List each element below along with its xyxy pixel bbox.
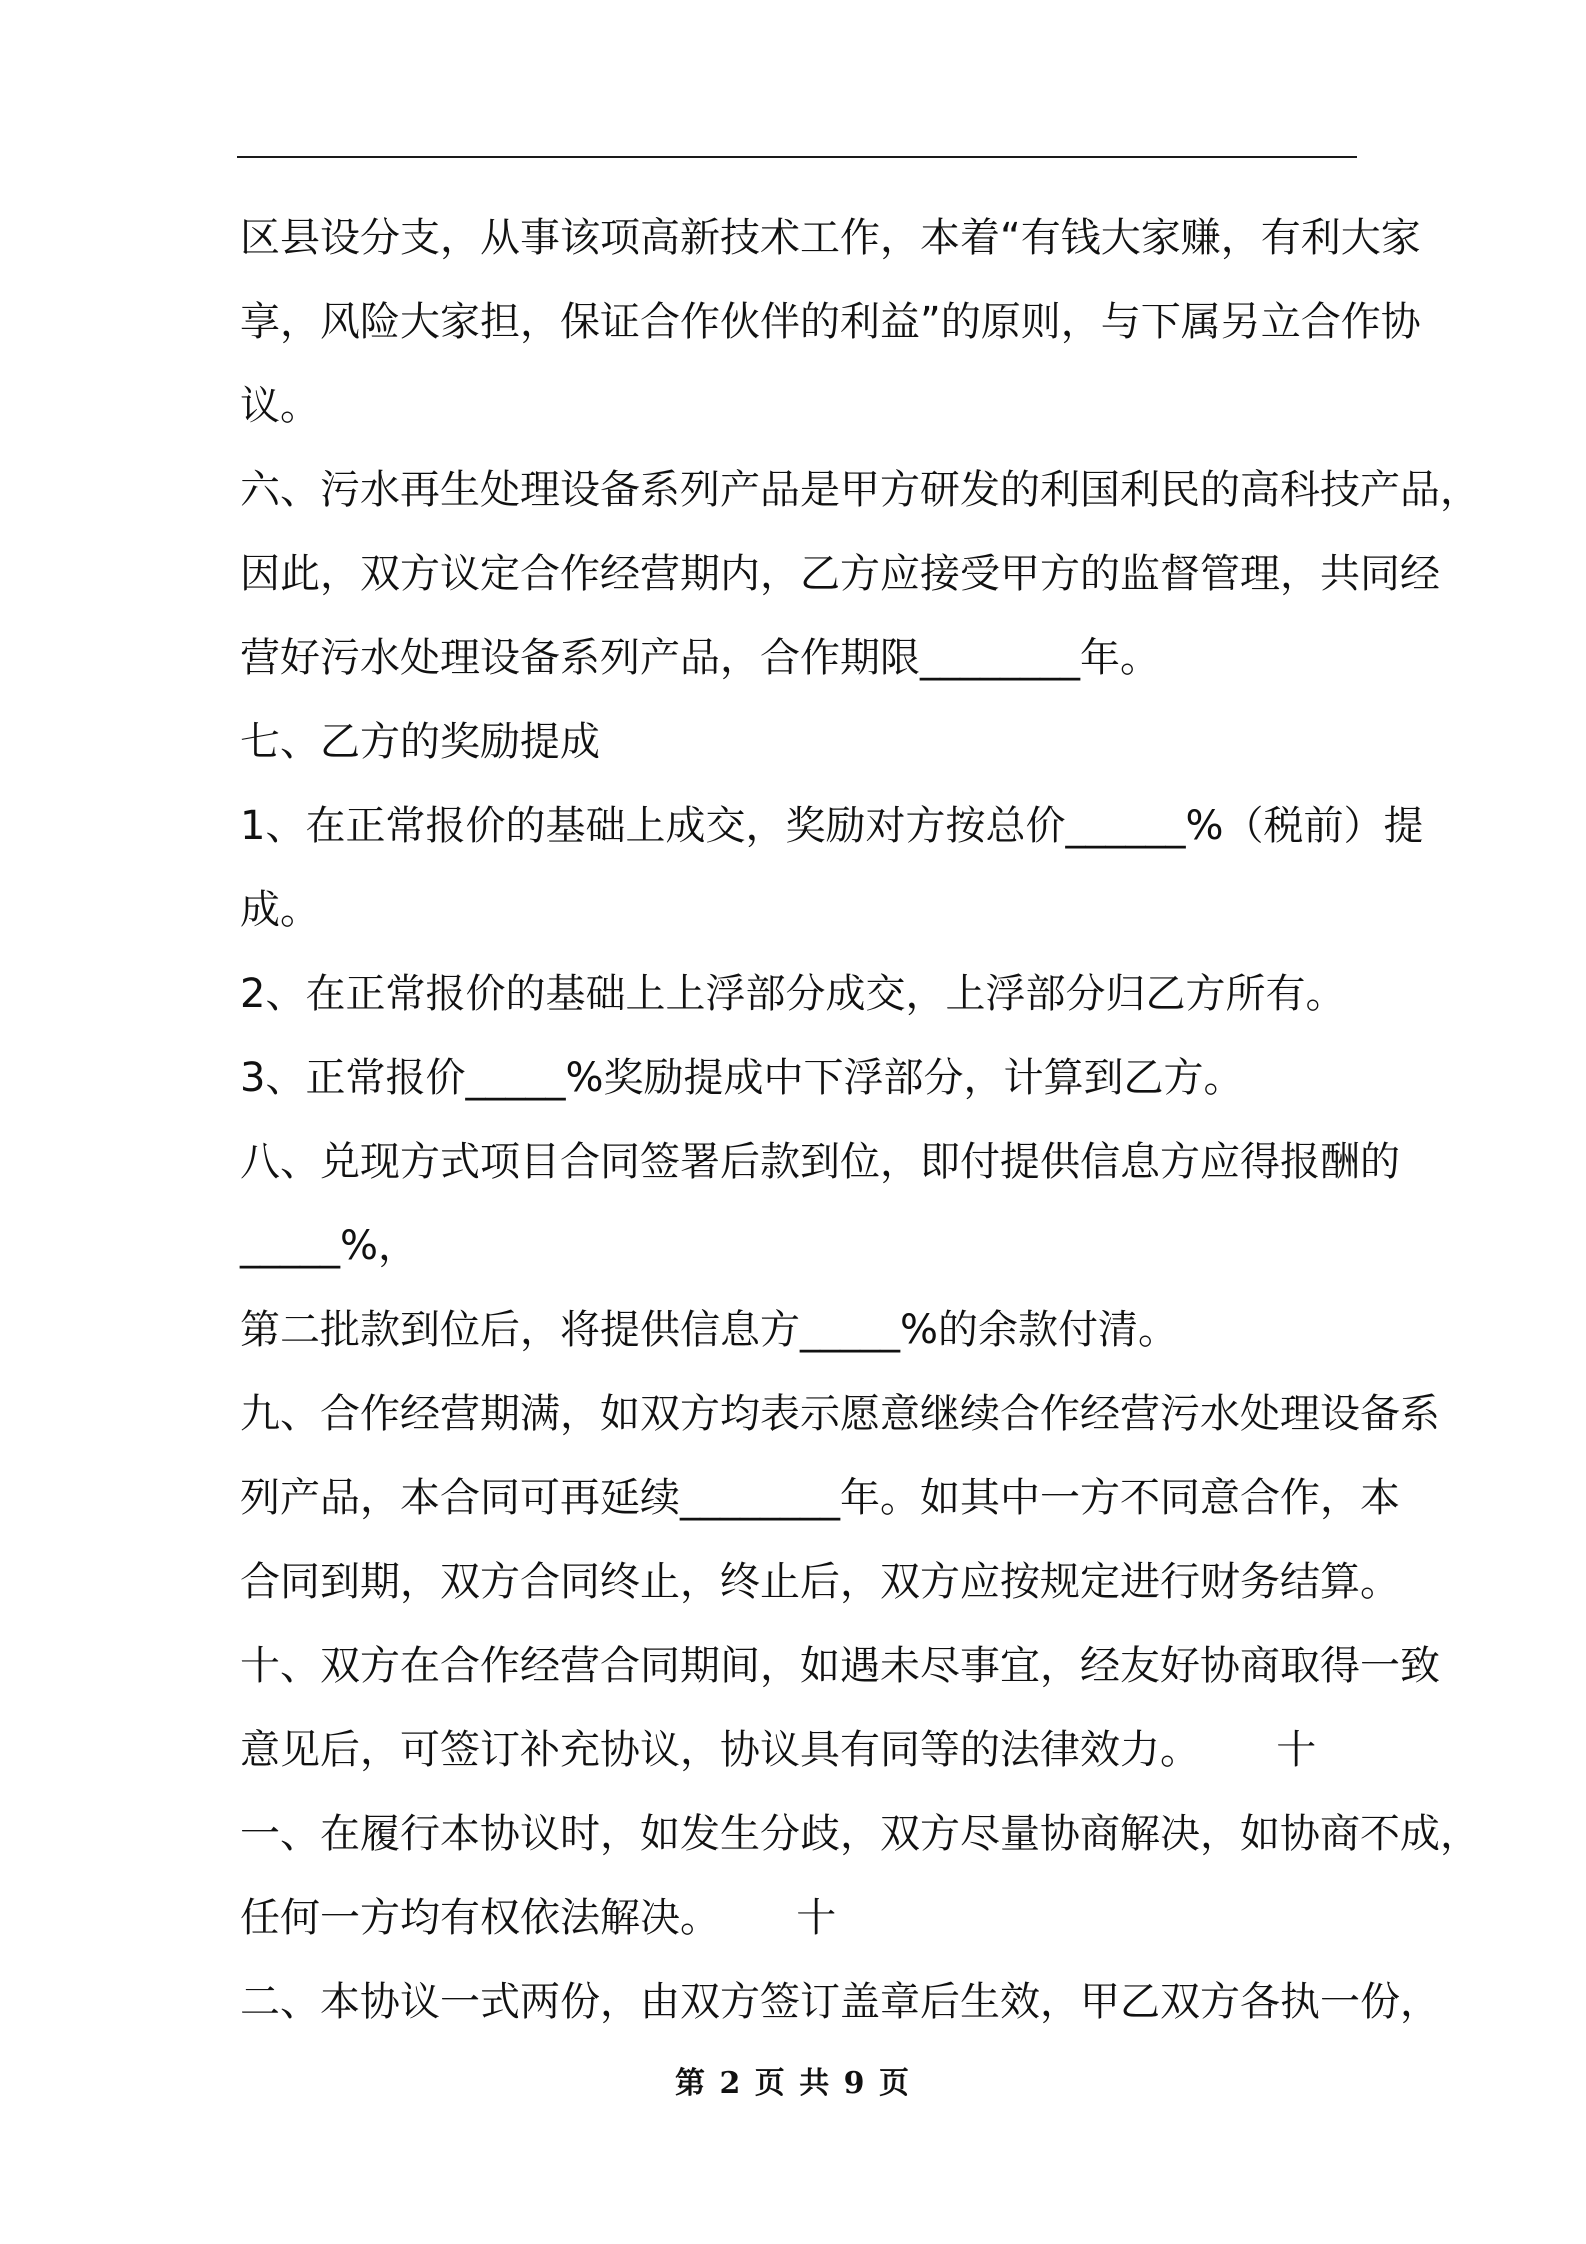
text-line: _____%， xyxy=(240,1223,419,1269)
text-line: 成。 xyxy=(240,887,320,933)
text-line: 列产品，本合同可再延续________年。如其中一方不同意合作，本 xyxy=(240,1475,1400,1521)
text-line: 区县设分支，从事该项高新技术工作，本着“有钱大家赚，有利大家 xyxy=(240,215,1421,261)
text-line: 因此，双方议定合作经营期内，乙方应接受甲方的监督管理，共同经 xyxy=(240,551,1440,597)
text-line: 十、双方在合作经营合同期间，如遇未尽事宜，经友好协商取得一致 xyxy=(240,1643,1440,1689)
text-line: 二、本协议一式两份，由双方签订盖章后生效，甲乙双方各执一份， xyxy=(240,1979,1440,2025)
text-line: 意见后，可签订补充协议，协议具有同等的法律效力。 十 xyxy=(240,1727,1317,1773)
text-line: 六、污水再生处理设备系列产品是甲方研发的利国利民的高科技产品， xyxy=(240,467,1480,513)
text-line: 第二批款到位后，将提供信息方_____%的余款付清。 xyxy=(240,1307,1179,1353)
text-line: 八、兑现方式项目合同签署后款到位，即付提供信息方应得报酬的 xyxy=(240,1139,1400,1185)
page-number-footer: 第 2 页 共 9 页 xyxy=(675,2066,911,2101)
text-line: 2、在正常报价的基础上上浮部分成交，上浮部分归乙方所有。 xyxy=(240,971,1346,1017)
text-line: 3、正常报价_____%奖励提成中下浮部分，计算到乙方。 xyxy=(240,1055,1244,1101)
text-line: 任何一方均有权依法解决。 十 xyxy=(240,1895,837,1941)
text-line: 九、合作经营期满，如双方均表示愿意继续合作经营污水处理设备系 xyxy=(240,1391,1440,1437)
header-rule xyxy=(237,156,1357,158)
text-line: 1、在正常报价的基础上成交，奖励对方按总价______%（税前）提 xyxy=(240,803,1424,849)
text-line: 一、在履行本协议时，如发生分歧，双方尽量协商解决，如协商不成， xyxy=(240,1811,1480,1857)
text-line: 议。 xyxy=(240,383,320,429)
text-line: 合同到期，双方合同终止，终止后，双方应按规定进行财务结算。 xyxy=(240,1559,1400,1605)
document-body xyxy=(240,196,1480,2044)
text-line: 营好污水处理设备系列产品，合作期限________年。 xyxy=(240,635,1160,681)
text-line: 享，风险大家担，保证合作伙伴的利益”的原则，与下属另立合作协 xyxy=(240,299,1421,345)
text-line: 七、乙方的奖励提成 xyxy=(240,719,600,765)
